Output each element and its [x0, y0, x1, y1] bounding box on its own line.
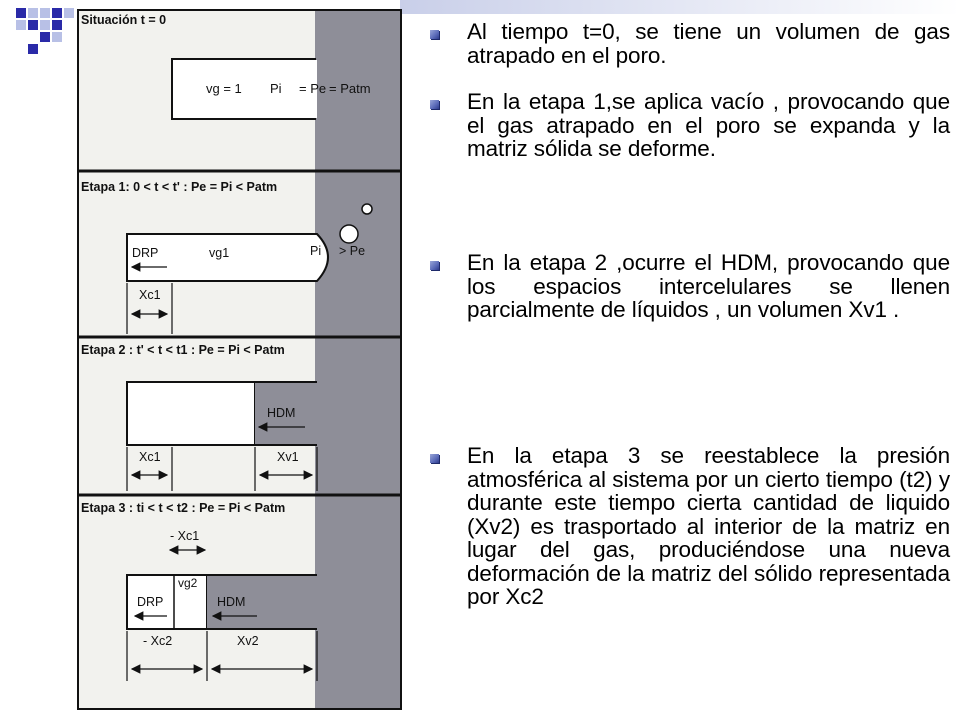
stage-3-label-vg: vg2	[178, 576, 198, 590]
stage-3-panel	[81, 501, 317, 681]
stage-1-label-pe: > Pe	[339, 244, 366, 258]
bullet-icon	[430, 261, 439, 270]
stage-1-title: Etapa 1: 0 < t < t' : Pe = Pi < Patm	[81, 180, 278, 194]
stage-0-label-pi: Pi	[270, 81, 282, 96]
stage-2-title: Etapa 2 : t' < t < t1 : Pe = Pi < Patm	[81, 343, 285, 357]
bullet-text: En la etapa 1,se aplica vacío , provocando que el gas atrapado en el poro se expanda y la matriz sólida se deforme.	[467, 89, 950, 161]
stage-2-label-hdm: HDM	[267, 406, 296, 420]
gas-bubble-small	[362, 204, 372, 214]
bullet-text: Al tiempo t=0, se tiene un volumen de gas atrapado en el poro.	[467, 19, 950, 68]
stage-3-label-xc-bottom: - Xc2	[143, 634, 173, 648]
bullet-text: En la etapa 3 se reestablece la presión atmosférica al sistema por un cierto tiempo (t2) y durante este tiempo cierta cantidad de liquido (Xv2) es trasportado al interior de la matriz en lugar del gas, produciéndose una nueva deformación de la matriz del sólido representada por Xc2	[467, 443, 950, 609]
bullet-icon	[430, 30, 439, 39]
decor-square	[28, 44, 38, 54]
stage-2-label-xv: Xv1	[277, 450, 299, 464]
decor-square	[16, 8, 26, 18]
stage-3-title: Etapa 3 : ti < t < t2 : Pe = Pi < Patm	[81, 501, 286, 515]
stage-3-label-xc-top: - Xc1	[170, 529, 200, 543]
stage-3-label-drp: DRP	[137, 595, 164, 609]
stage-0-label-pe: = Pe	[299, 81, 327, 96]
stage-0-title: Situación t = 0	[81, 13, 167, 27]
bullet-icon	[430, 454, 439, 463]
pore-diagram-svg	[77, 9, 402, 710]
stage-3-label-xv: Xv2	[237, 634, 259, 648]
stage-1-label-pi: Pi	[310, 244, 322, 258]
stage-0-label-vg: vg = 1	[206, 81, 242, 96]
external-liquid	[315, 9, 402, 710]
decor-square	[40, 8, 50, 18]
decor-square	[52, 8, 62, 18]
pore-diagram	[77, 9, 402, 710]
decor-square	[52, 20, 62, 30]
stage-1-label-xc: Xc1	[139, 288, 161, 302]
title-bar-decoration	[400, 0, 960, 14]
stage-1-label-drp: DRP	[132, 246, 159, 260]
decor-square	[64, 8, 74, 18]
stage-2-label-xc: Xc1	[139, 450, 161, 464]
decor-square	[28, 8, 38, 18]
decor-square	[52, 32, 62, 42]
decor-square	[40, 32, 50, 42]
bullet-icon	[430, 100, 439, 109]
bullet-text: En la etapa 2 ,ocurre el HDM, provocando que los espacios intercelulares se llenen parcialmente de líquidos , un volumen Xv1 .	[467, 250, 950, 322]
decor-square	[16, 20, 26, 30]
stage-3-label-hdm: HDM	[217, 595, 246, 609]
decor-square	[28, 20, 38, 30]
stage-0-label-patm: = Patm	[329, 81, 371, 96]
decor-square	[40, 20, 50, 30]
gas-bubble-large	[340, 225, 358, 243]
stage-1-label-vg: vg1	[209, 246, 230, 260]
